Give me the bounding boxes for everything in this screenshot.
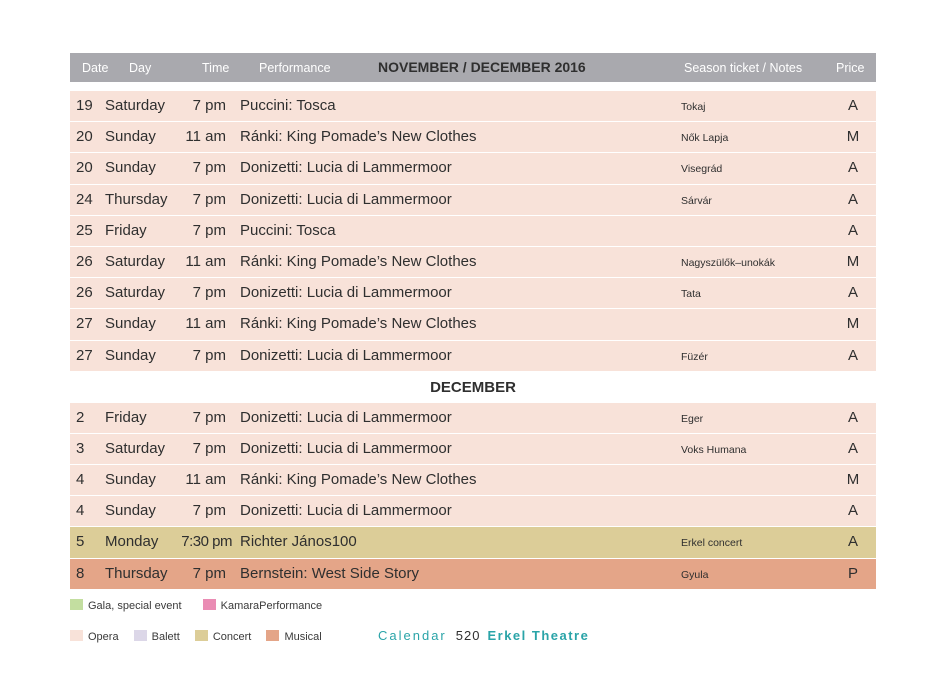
row-day: Friday [105, 221, 147, 239]
header-time: Time [202, 61, 230, 75]
row-price: A [847, 97, 858, 114]
row-time: 7 pm [192, 97, 226, 114]
row-note: Visegrád [681, 163, 723, 176]
row-day: Thursday [105, 564, 168, 582]
row-performance: Puccini: Tosca [240, 221, 336, 239]
section-december: DECEMBER [70, 372, 876, 403]
row-price: A [847, 159, 858, 177]
row-price: M [846, 252, 860, 270]
table-row [70, 496, 876, 527]
table-row [70, 434, 876, 465]
row-price: A [847, 502, 858, 520]
row-date: 27 [76, 315, 93, 333]
table-row [70, 465, 876, 496]
row-note: Eger [681, 412, 704, 425]
row-price: M [846, 471, 860, 489]
table-row [70, 559, 876, 590]
row-performance: Ránki: King Pomade’s New Clothes [240, 471, 477, 489]
table-row [70, 278, 876, 309]
row-price: A [847, 190, 858, 208]
row-price: A [847, 284, 858, 302]
row-time: 7 pm [192, 346, 226, 364]
row-time: 7 pm [192, 564, 226, 582]
row-time: 7 pm [192, 284, 226, 302]
legend-swatch [266, 630, 279, 641]
row-day: Monday [105, 533, 159, 551]
legend-label: Opera [88, 631, 119, 643]
row-note: Erkel concert [681, 537, 743, 550]
row-date: 25 [76, 221, 93, 239]
row-time: 7 pm [192, 221, 226, 239]
row-performance: Donizetti: Lucia di Lammermoor [240, 346, 452, 364]
footer-calendar: Calendar [378, 628, 447, 643]
header-month: NOVEMBER / DECEMBER 2016 [378, 59, 586, 75]
legend-swatch [134, 630, 147, 641]
row-date: 20 [76, 128, 93, 146]
row-price: A [847, 439, 858, 457]
row-time: 7:30 pm [181, 533, 232, 551]
table-row [70, 527, 876, 558]
row-date: 2 [76, 408, 85, 426]
page-number: 520 [455, 628, 481, 643]
row-performance: Ránki: King Pomade’s New Clothes [240, 128, 477, 146]
row-day: Saturday [105, 97, 166, 114]
row-day: Friday [105, 408, 147, 426]
row-time: 11 am [185, 252, 226, 270]
row-note: Nagyszülők–unokák [681, 256, 775, 269]
row-note: Tokaj [681, 101, 706, 113]
table-row [70, 341, 876, 372]
schedule-table [70, 53, 876, 590]
table-row [70, 185, 876, 216]
row-performance: Donizetti: Lucia di Lammermoor [240, 284, 452, 302]
row-performance: Ránki: King Pomade’s New Clothes [240, 315, 477, 333]
header-gap [70, 82, 876, 91]
row-day: Saturday [105, 252, 166, 270]
legend-item-concert [195, 631, 252, 643]
row-date: 4 [76, 502, 85, 520]
row-time: 7 pm [192, 502, 226, 520]
legend-item-gala [70, 600, 182, 612]
legend-swatch [203, 599, 216, 610]
table-header [70, 53, 876, 82]
row-price: M [846, 128, 860, 146]
page-footer [378, 628, 589, 643]
row-day: Saturday [105, 439, 166, 457]
header-date: Date [82, 61, 109, 75]
row-date: 26 [76, 252, 93, 270]
table-row [70, 216, 876, 247]
header-price: Price [836, 61, 865, 75]
row-price: A [847, 346, 858, 364]
row-note: Gyula [681, 568, 709, 581]
row-note: Tata [681, 288, 701, 301]
row-date: 3 [76, 439, 85, 457]
legend-item-balett [134, 631, 180, 643]
row-date: 8 [76, 564, 85, 582]
legend-swatch [70, 599, 83, 610]
legend-label: Musical [284, 631, 322, 643]
row-date: 5 [76, 533, 85, 551]
table-row [70, 309, 876, 340]
row-date: 20 [76, 159, 93, 177]
row-date: 26 [76, 284, 93, 302]
legend-label: Concert [212, 631, 252, 643]
table-row [70, 247, 876, 278]
row-date: 4 [76, 471, 85, 489]
row-day: Sunday [105, 159, 156, 177]
legend-swatch [70, 630, 83, 641]
row-date: 24 [76, 190, 93, 208]
row-note: Füzér [681, 350, 708, 363]
row-day: Sunday [105, 128, 156, 146]
table-row [70, 403, 876, 434]
row-day: Sunday [105, 471, 156, 489]
row-time: 7 pm [192, 408, 226, 426]
row-day: Sunday [105, 502, 156, 520]
row-performance: Donizetti: Lucia di Lammermoor [240, 159, 452, 177]
row-note: Nők Lapja [681, 132, 729, 145]
header-notes: Season ticket / Notes [684, 61, 803, 75]
legend-bottom [70, 630, 322, 643]
november-rows [70, 91, 876, 372]
row-time: 11 am [185, 128, 226, 146]
row-date: 27 [76, 346, 93, 364]
row-time: 11 am [185, 471, 226, 489]
row-performance: Donizetti: Lucia di Lammermoor [240, 190, 452, 208]
december-rows [70, 403, 876, 590]
row-performance: Ránki: King Pomade’s New Clothes [240, 252, 477, 270]
row-price: P [847, 564, 858, 582]
table-row [70, 153, 876, 184]
legend-swatch [195, 630, 208, 641]
row-time: 7 pm [192, 159, 226, 177]
row-day: Sunday [105, 346, 156, 364]
row-performance: Richter János100 [240, 533, 357, 551]
legend-item-opera [70, 631, 119, 643]
row-day: Thursday [105, 190, 168, 208]
legend-label: Gala, special event [88, 600, 182, 612]
table-row [70, 91, 876, 122]
row-price: A [847, 408, 858, 426]
legend-label: Balett [151, 631, 180, 643]
legend-label: KamaraPerformance [220, 600, 323, 612]
row-performance: Puccini: Tosca [240, 97, 336, 114]
row-note: Sárvár [681, 194, 712, 207]
footer-theatre: Erkel Theatre [487, 628, 590, 643]
row-performance: Bernstein: West Side Story [240, 564, 419, 582]
header-day: Day [129, 61, 152, 75]
legend-item-musical [266, 631, 321, 643]
row-date: 19 [76, 97, 93, 114]
header-performance: Performance [259, 61, 331, 75]
row-price: M [846, 315, 860, 333]
row-day: Sunday [105, 315, 156, 333]
legend-item-kamara [203, 600, 323, 612]
legend-top [70, 599, 322, 612]
row-day: Saturday [105, 284, 166, 302]
row-time: 11 am [185, 315, 226, 333]
row-time: 7 pm [192, 190, 226, 208]
row-performance: Donizetti: Lucia di Lammermoor [240, 408, 452, 426]
row-performance: Donizetti: Lucia di Lammermoor [240, 439, 452, 457]
row-price: A [847, 533, 858, 551]
row-price: A [847, 221, 858, 239]
row-note: Voks Humana [681, 443, 747, 456]
table-row [70, 122, 876, 153]
row-performance: Donizetti: Lucia di Lammermoor [240, 502, 452, 520]
row-time: 7 pm [192, 439, 226, 457]
